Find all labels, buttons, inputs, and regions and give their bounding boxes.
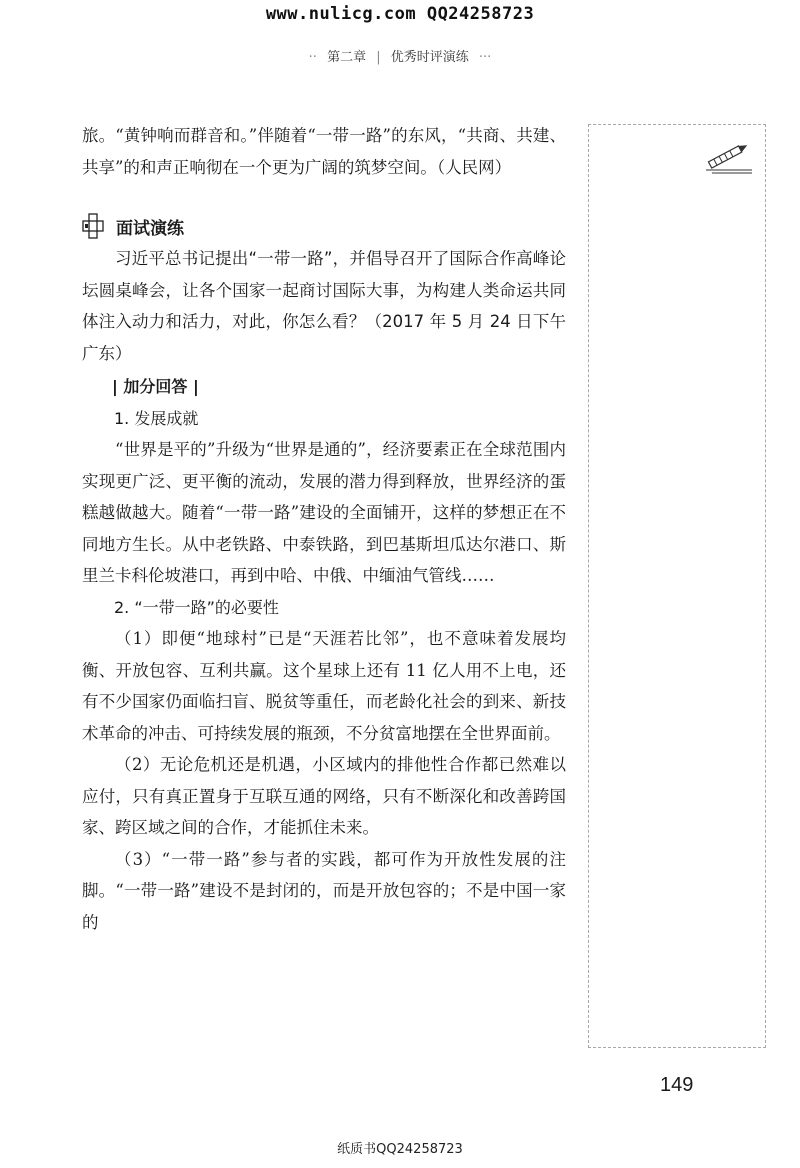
- section-title: 面试演练: [116, 218, 184, 239]
- page-number: 149: [660, 1074, 694, 1096]
- answer-tag-label: 加分回答: [123, 377, 188, 396]
- point-heading: 1. 发展成就: [114, 408, 199, 428]
- watermark-top: www.nulicg.com QQ24258723: [265, 4, 535, 24]
- notes-margin-box: [588, 124, 766, 1048]
- section-heading: [82, 209, 566, 243]
- chapter-title: 优秀时评演练: [390, 50, 469, 65]
- point-paragraph: （3）“一带一路”参与者的实践，都可作为开放性发展的注脚。“一带一路”建设不是封闭的，而是开放包容的；不是中国一家的: [82, 849, 566, 932]
- interview-section-icon: [82, 213, 104, 239]
- header-dots-right: ···: [478, 50, 492, 65]
- pen-note-icon: [700, 140, 756, 176]
- intro-paragraph: 旅。“黄钟响而群音和。”伴随着“一带一路”的东风，“共商、共建、共享”的和声正响彻在一个更为广阔的筑梦空间。（人民网）: [82, 126, 566, 177]
- main-text-column: [82, 120, 566, 938]
- answer-tag: | 加分回答 |: [112, 377, 199, 396]
- chapter-label: 第二章: [327, 50, 367, 65]
- point-paragraph: （2）无论危机还是机遇，小区域内的排他性合作都已然难以应付，只有真正置身于互联互通的网络，只有不断深化和改善跨国家、跨区域之间的合作，才能抓住未来。: [82, 755, 566, 837]
- header-dots-left: ··: [308, 50, 317, 65]
- interview-question: 习近平总书记提出“一带一路”，并倡导召开了国际合作高峰论坛圆桌峰会，让各个国家一起商讨国际大事，为构建人类命运共同体注入动力和活力，对此，你怎么看？（2017 年 5 月 24 日下午广东）: [82, 249, 566, 363]
- point-paragraph: （1）即便“地球村”已是“天涯若比邻”，也不意味着发展均衡、开放包容、互利共赢。这个星球上还有 11 亿人用不上电，还有不少国家仍面临扫盲、脱贫等重任，而老龄化社会的到来、新技术革命的冲击、可持续发展的瓶颈，不分贫富地摆在全世界面前。: [82, 629, 566, 743]
- point-heading: 2. “一带一路”的必要性: [114, 597, 279, 617]
- point-paragraph: “世界是平的”升级为“世界是通的”，经济要素正在全球范围内实现更广泛、更平衡的流动，发展的潜力得到释放，世界经济的蛋糕越做越大。随着“一带一路”建设的全面铺开，这样的梦想正在不同地方生长。从中老铁路、中泰铁路，到巴基斯坦瓜达尔港口、斯里兰卡科伦坡港口，再到中哈、中俄、中缅油气管线……: [82, 440, 566, 585]
- watermark-bottom: 纸质书QQ24258723: [337, 1142, 463, 1157]
- running-header: ·· 第二章 | 优秀时评演练 ···: [308, 50, 492, 65]
